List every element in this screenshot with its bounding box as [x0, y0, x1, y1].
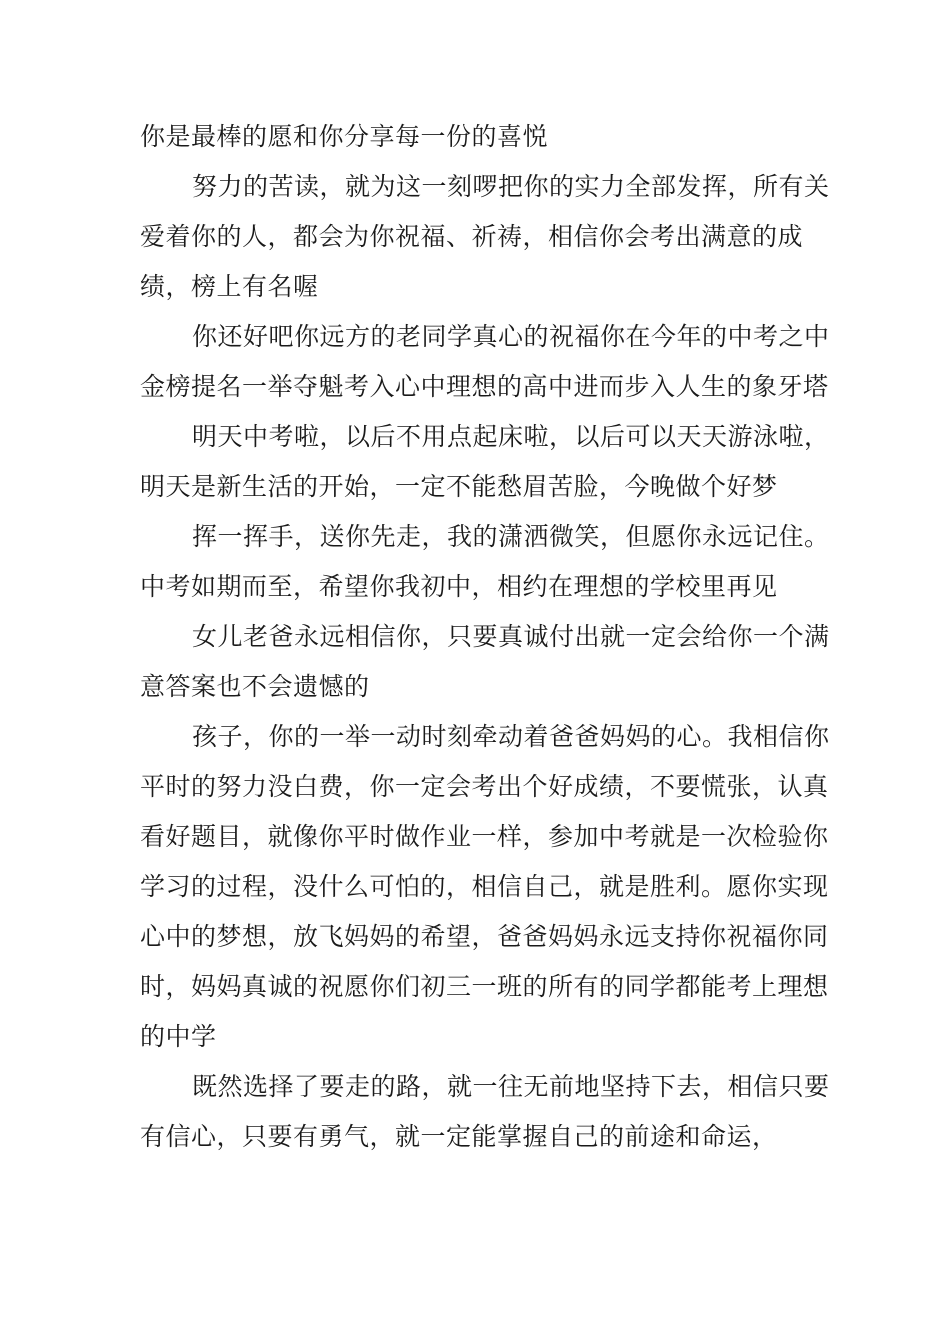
paragraph-8: 既然选择了要走的路，就一往无前地坚持下去，相信只要有信心，只要有勇气，就一定能掌握自己的前途和命运，: [140, 1072, 830, 1151]
document-body: [140, 112, 830, 1162]
paragraph-3: 你还好吧你远方的老同学真心的祝福你在今年的中考之中金榜提名一举夺魁考入心中理想的高中进而步入人生的象牙塔: [140, 322, 830, 401]
paragraph-7: 孩子，你的一举一动时刻牵动着爸爸妈妈的心。我相信你平时的努力没白费，你一定会考出个好成绩，不要慌张，认真看好题目，就像你平时做作业一样，参加中考就是一次检验你学习的过程，没什么可怕的，相信自己，就是胜利。愿你实现心中的梦想，放飞妈妈的希望，爸爸妈妈永远支持你祝福你同时，妈妈真诚的祝愿你们初三一班的所有的同学都能考上理想的中学: [140, 722, 830, 1051]
paragraph-2: 努力的苦读，就为这一刻啰把你的实力全部发挥，所有关爱着你的人，都会为你祝福、祈祷，相信你会考出满意的成绩，榜上有名喔: [140, 172, 830, 301]
paragraph-4: 明天中考啦，以后不用点起床啦，以后可以天天游泳啦，明天是新生活的开始，一定不能愁眉苦脸，今晚做个好梦: [140, 422, 830, 501]
paragraph-1: 你是最棒的愿和你分享每一份的喜悦: [140, 122, 549, 151]
paragraph-5: 挥一挥手，送你先走，我的潇洒微笑，但愿你永远记住。中考如期而至，希望你我初中，相约在理想的学校里再见: [140, 522, 830, 601]
paragraph-6: 女儿老爸永远相信你，只要真诚付出就一定会给你一个满意答案也不会遗憾的: [140, 622, 830, 701]
